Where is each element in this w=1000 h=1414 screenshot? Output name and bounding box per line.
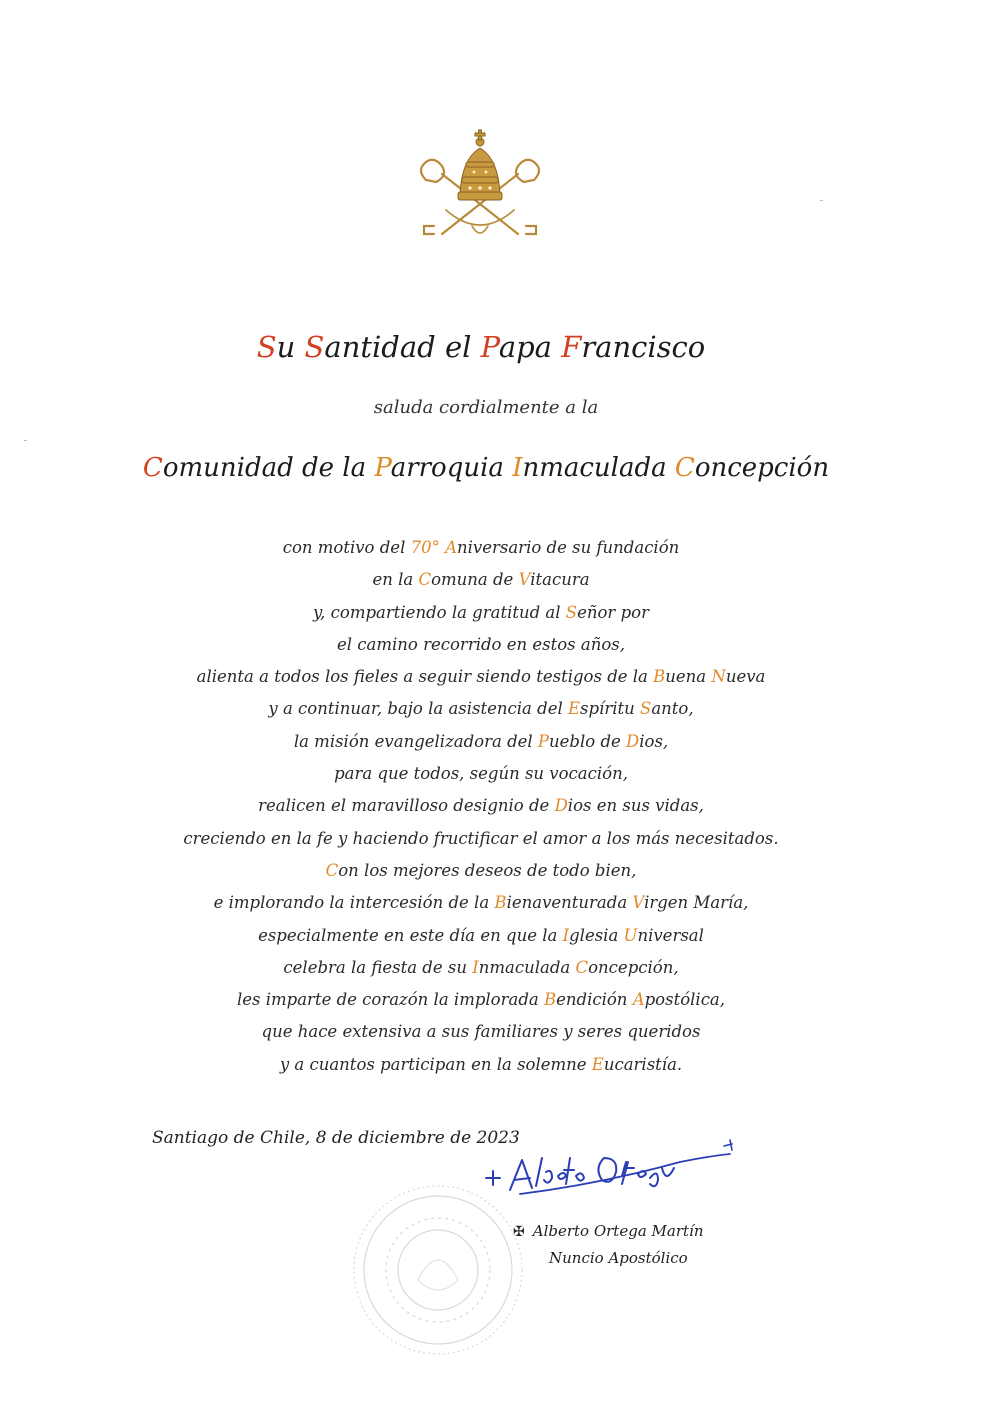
body-line (0, 823, 962, 855)
initial-letter: A (632, 990, 645, 1010)
text-run: anto, (651, 699, 694, 719)
initial-letter: C (418, 570, 432, 590)
initial-letter: P (537, 731, 550, 751)
text-run: celebra la fiesta de su (283, 957, 473, 977)
body-line (0, 920, 962, 952)
body-line (0, 532, 962, 564)
initial-letter: C (142, 453, 163, 483)
text-run: antidad el (324, 330, 481, 364)
initial-letter: F (561, 330, 582, 364)
text-run: niversario de su fundación (457, 538, 680, 557)
initial-letter: U (623, 925, 638, 945)
body-line (0, 855, 962, 887)
body-line (0, 564, 962, 596)
message-body (0, 532, 962, 1081)
text-run: en la (372, 570, 419, 590)
text-run: arroquia (390, 453, 513, 483)
initial-letter: P (480, 330, 499, 364)
maltese-cross-icon: ✠ (513, 1224, 525, 1240)
initial-letter: S (256, 330, 277, 364)
initial-letter: E (567, 699, 581, 719)
text-run: itacura (530, 570, 590, 590)
text-run: ueva (725, 667, 766, 687)
text-run: ueblo de (549, 731, 627, 751)
recipient-line (0, 453, 972, 483)
text-run: ios, (639, 731, 669, 751)
initial-letter: I (512, 453, 523, 483)
signer-name (513, 1222, 703, 1240)
initial-letter: C (575, 957, 589, 977)
text-run: ienaventurada (506, 893, 633, 913)
text-run: nmaculada (522, 453, 675, 483)
initial-letter: N (711, 667, 726, 687)
greeting-line: saluda cordialmente a la (373, 397, 599, 418)
papal-keys-tiara-icon (412, 122, 548, 248)
text-run: on los mejores deseos de todo bien, (338, 860, 637, 880)
initial-letter: V (632, 893, 645, 913)
signer-name-text: Alberto Ortega Martín (532, 1222, 704, 1240)
body-line (0, 790, 962, 822)
initial-letter: C (325, 860, 339, 880)
initial-letter: S (565, 602, 578, 622)
text-run: y, compartiendo la gratitud al (313, 602, 566, 622)
body-line (0, 693, 962, 725)
paper-speck (24, 440, 27, 441)
body-line (0, 887, 962, 919)
handwritten-signature (480, 1128, 750, 1208)
text-run: e implorando la intercesión de la (213, 893, 495, 913)
text-run: omunidad de la (162, 453, 375, 483)
text-run: postólica, (644, 990, 726, 1010)
initial-letter: I (472, 957, 479, 977)
page-title (0, 330, 962, 364)
text-run: creciendo en la fe y haciendo fructificar el amor a los más necesitados. (183, 828, 779, 848)
text-run: uena (665, 667, 712, 687)
text-run: niversal (637, 925, 704, 945)
text-run: spíritu (580, 699, 641, 719)
body-line (0, 629, 962, 661)
text-run: y a continuar, bajo la asistencia del (268, 699, 568, 719)
text-run: les imparte de corazón la implorada (236, 990, 544, 1010)
initial-letter: E (591, 1054, 604, 1074)
body-line (0, 984, 962, 1016)
text-run: omuna de (431, 570, 519, 590)
initial-letter: B (543, 990, 557, 1010)
text-run: nmaculada (478, 957, 576, 977)
text-run: apa (498, 330, 562, 364)
initial-letter: B (653, 667, 666, 687)
text-run: realicen el maravilloso designio de (258, 796, 555, 816)
initial-letter: S (640, 699, 652, 719)
text-run: oncepción (694, 453, 830, 483)
body-line (0, 597, 962, 629)
text-run: alienta a todos los fieles a seguir siendo testigos de la (196, 667, 654, 687)
text-run: especialmente en este día en que la (258, 925, 563, 945)
text-run: ios en sus vidas, (567, 796, 704, 816)
date-line: Santiago de Chile, 8 de diciembre de 2023 (152, 1128, 520, 1148)
text-run: endición (556, 990, 633, 1010)
text-run: la misión evangelizadora del (293, 731, 538, 751)
initial-letter: 70° A (410, 538, 457, 557)
text-run: para que todos, según su vocación, (334, 764, 628, 784)
text-run: eñor por (577, 602, 649, 622)
body-line (0, 1016, 962, 1048)
initial-letter: D (626, 731, 640, 751)
body-line (0, 1049, 962, 1081)
text-run: que hace extensiva a sus familiares y seres queridos (261, 1022, 701, 1042)
text-run: rancisco (581, 330, 706, 364)
text-run: ucaristía. (603, 1054, 683, 1074)
text-run: irgen María, (644, 893, 749, 913)
body-line (0, 758, 962, 790)
text-run: el camino recorrido en estos años, (337, 634, 625, 654)
initial-letter: B (494, 893, 507, 913)
body-line (0, 726, 962, 758)
initial-letter: C (674, 453, 695, 483)
initial-letter: I (562, 925, 570, 945)
body-line (0, 952, 962, 984)
text-run: u (276, 330, 305, 364)
signer-title: Nuncio Apostólico (549, 1249, 688, 1267)
initial-letter: D (554, 796, 568, 816)
initial-letter: V (518, 570, 531, 590)
text-run: glesia (569, 925, 624, 945)
text-run: y a cuantos participan en la solemne (279, 1054, 592, 1074)
text-run: oncepción, (588, 957, 679, 977)
body-line (0, 661, 962, 693)
paper-speck (820, 200, 823, 201)
initial-letter: P (374, 453, 391, 483)
initial-letter: S (304, 330, 325, 364)
text-run: con motivo del (282, 538, 411, 557)
